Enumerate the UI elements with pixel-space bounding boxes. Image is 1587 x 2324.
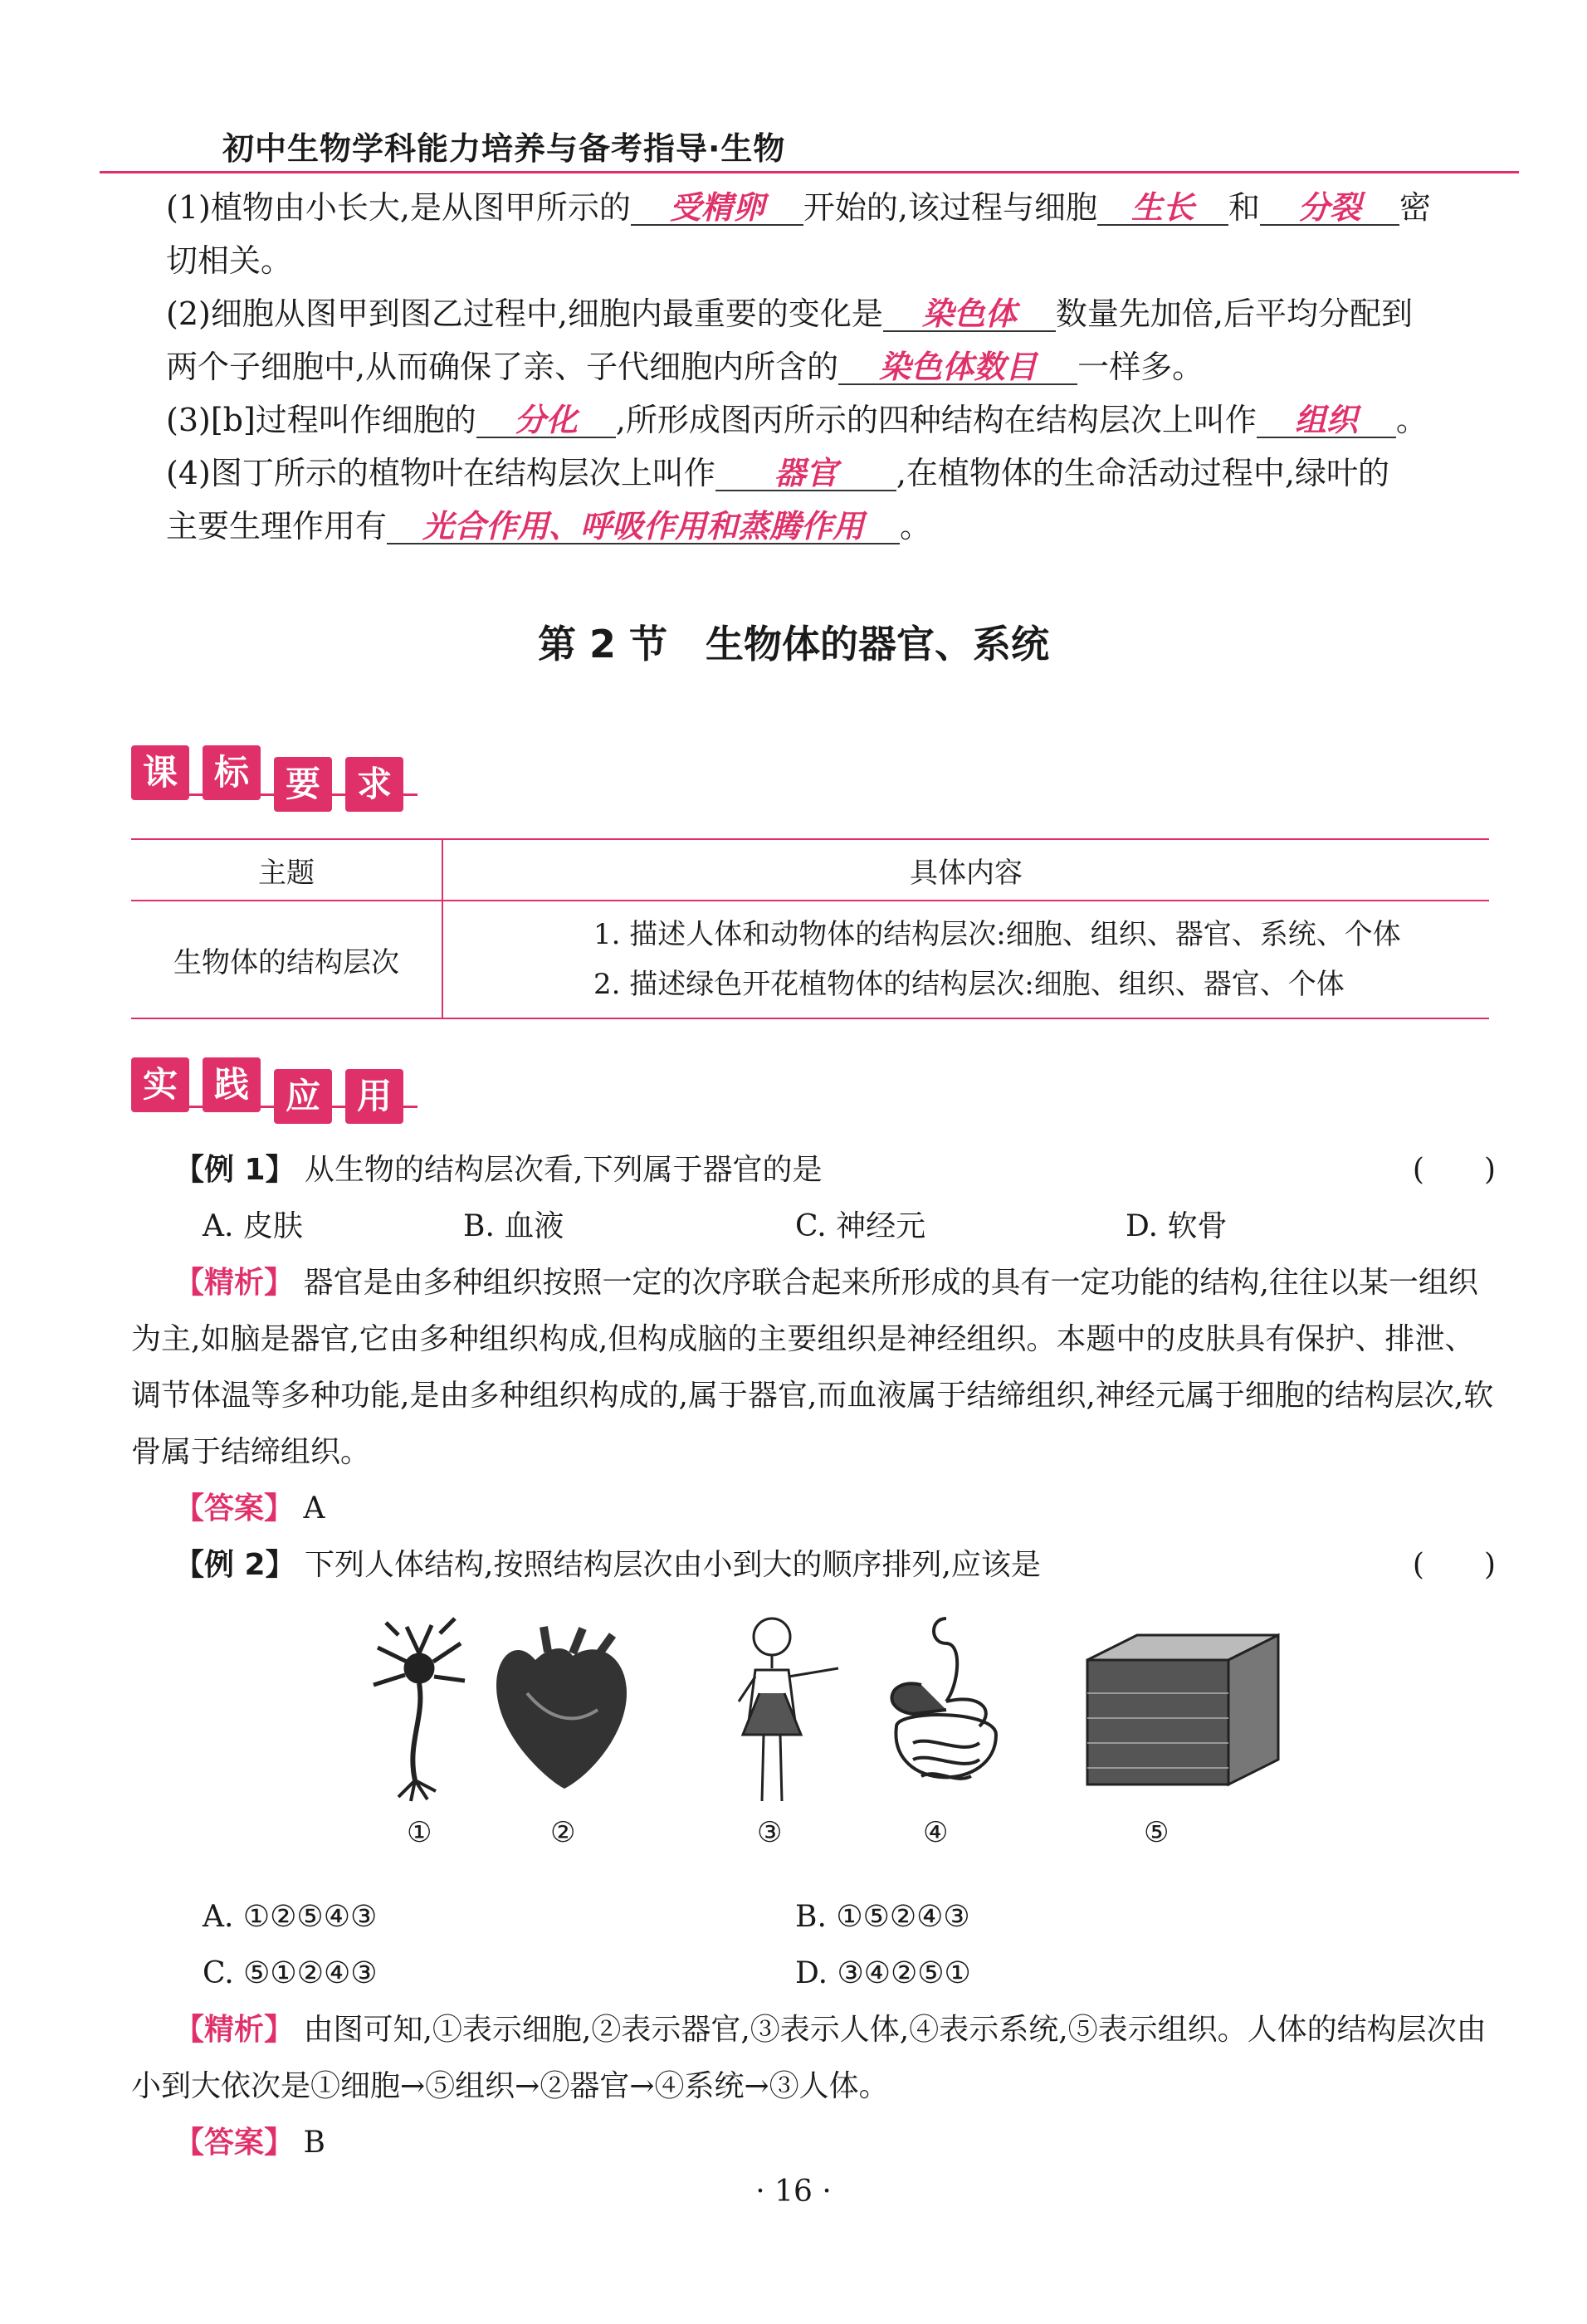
figure-label: ⑤ bbox=[1144, 1816, 1169, 1849]
option-c: C. ⑤①②④③ bbox=[203, 1956, 378, 1990]
text: (2)细胞从图甲到图乙过程中,细胞内最重要的变化是 bbox=[166, 295, 883, 332]
example-1-analysis bbox=[131, 1255, 1496, 1481]
header-rule bbox=[100, 171, 1519, 173]
heart-illustration bbox=[496, 1627, 627, 1789]
text: ,在植物体的生命活动过程中,绿叶的 bbox=[896, 455, 1390, 491]
analysis-tag: 【精析】 bbox=[174, 1266, 295, 1300]
table-header-topic: 主题 bbox=[131, 839, 442, 901]
figure-label: ② bbox=[550, 1816, 576, 1849]
banner-curriculum-requirements bbox=[131, 745, 430, 812]
text: 。 bbox=[900, 508, 932, 544]
tissue-illustration bbox=[1087, 1635, 1278, 1784]
answer-text: B bbox=[303, 2126, 325, 2160]
text: 主要生理作用有 bbox=[166, 508, 388, 544]
q1-line-7 bbox=[166, 507, 932, 544]
q1-line-5 bbox=[166, 403, 1428, 438]
answer-blank: 染色体数目 bbox=[838, 350, 1077, 385]
answer-text: A bbox=[303, 1492, 325, 1526]
figure-label: ④ bbox=[923, 1816, 949, 1849]
question-text: 下列人体结构,按照结构层次由小到大的顺序排列,应该是 bbox=[305, 1548, 1041, 1582]
q1-line-4 bbox=[166, 350, 1204, 385]
banner-char: 标 bbox=[203, 745, 261, 800]
answer-blank: 组织 bbox=[1257, 403, 1396, 438]
digestive-system-illustration bbox=[892, 1618, 996, 1779]
analysis-tag: 【精析】 bbox=[174, 2013, 295, 2047]
answer-blank: 染色体 bbox=[883, 297, 1056, 332]
text: 和 bbox=[1228, 189, 1261, 226]
text: (4)图丁所示的植物叶在结构层次上叫作 bbox=[166, 455, 715, 491]
banner-practice-application bbox=[131, 1057, 430, 1124]
answer-paren: ( ) bbox=[1412, 1548, 1496, 1582]
table-header-content: 具体内容 bbox=[442, 839, 1489, 901]
banner-char: 应 bbox=[274, 1069, 332, 1124]
banner-char: 课 bbox=[131, 745, 189, 800]
answer-blank: 受精卵 bbox=[631, 191, 803, 226]
option-a: A. 皮肤 bbox=[203, 1209, 303, 1243]
example-2-answer bbox=[131, 2115, 1496, 2171]
q1-line-2: 切相关。 bbox=[166, 242, 293, 279]
option-c: C. 神经元 bbox=[795, 1209, 926, 1243]
q1-line-6 bbox=[166, 456, 1389, 491]
answer-blank: 分化 bbox=[476, 403, 616, 438]
person-illustration bbox=[739, 1618, 838, 1801]
example-tag: 【例 1】 bbox=[174, 1153, 295, 1187]
q1-line-1 bbox=[166, 188, 1432, 226]
answer-paren: ( ) bbox=[1412, 1153, 1496, 1187]
example-1-answer bbox=[131, 1481, 1496, 1537]
section-title: 第 2 节 生物体的器官、系统 bbox=[537, 622, 1050, 666]
analysis-text: 器官是由多种组织按照一定的次序联合起来所形成的具有一定功能的结构,往往以某一组织为主,如脑是器官,它由多种组织构成,但构成脑的主要组织是神经组织。本题中的皮肤具有保护、排泄、调节体温等多种功能,是由多种组织构成的,属于器官,而血液属于结缔组织,神经元属于细胞的结构层次,软骨属于结缔组织。 bbox=[131, 1266, 1494, 1469]
text: (1)植物由小长大,是从图甲所示的 bbox=[166, 189, 631, 226]
table-header-row bbox=[131, 839, 1489, 901]
table-cell-content bbox=[442, 901, 1489, 1018]
standard-item: 2. 描述绿色开花植物体的结构层次:细胞、组织、器官、个体 bbox=[593, 968, 1345, 1001]
example-2-analysis bbox=[131, 2002, 1496, 2115]
text: 两个子细胞中,从而确保了亲、子代细胞内所含的 bbox=[166, 349, 839, 385]
page-number: · 16 · bbox=[755, 2175, 832, 2209]
answer-tag: 【答案】 bbox=[174, 1492, 295, 1526]
option-b: B. 血液 bbox=[463, 1209, 564, 1243]
neuron-illustration bbox=[374, 1618, 465, 1801]
q1-line-3 bbox=[166, 297, 1413, 332]
option-b: B. ①⑤②④③ bbox=[795, 1900, 970, 1934]
text: 数量先加倍,后平均分配到 bbox=[1055, 295, 1414, 332]
text: 开始的,该过程与细胞 bbox=[803, 189, 1098, 226]
banner-char: 用 bbox=[345, 1069, 403, 1124]
option-a: A. ①②⑤④③ bbox=[203, 1900, 378, 1934]
standards-table bbox=[131, 838, 1489, 1019]
example-tag: 【例 2】 bbox=[174, 1548, 295, 1582]
figure-label: ① bbox=[407, 1816, 432, 1849]
text: 一样多。 bbox=[1077, 349, 1204, 385]
standard-item: 1. 描述人体和动物体的结构层次:细胞、组织、器官、系统、个体 bbox=[593, 918, 1401, 951]
structure-figure bbox=[349, 1610, 1295, 1859]
example-1-question bbox=[131, 1142, 1496, 1199]
answer-blank: 器官 bbox=[715, 456, 896, 491]
banner-char: 求 bbox=[345, 757, 403, 812]
text: (3)[b]过程叫作细胞的 bbox=[166, 402, 476, 438]
banner-char: 践 bbox=[203, 1057, 261, 1112]
analysis-text: 由图可知,①表示细胞,②表示器官,③表示人体,④表示系统,⑤表示组织。人体的结构层次由小到大依次是①细胞→⑤组织→②器官→④系统→③人体。 bbox=[131, 2013, 1487, 2103]
table-row bbox=[131, 901, 1489, 1018]
table-cell-topic: 生物体的结构层次 bbox=[131, 901, 442, 1018]
running-header: 初中生物学科能力培养与备考指导·生物 bbox=[222, 130, 786, 167]
figure-illustrations bbox=[349, 1610, 1295, 1809]
answer-blank: 生长 bbox=[1097, 191, 1228, 226]
banner-char: 实 bbox=[131, 1057, 189, 1112]
answer-blank: 光合作用、呼吸作用和蒸腾作用 bbox=[387, 510, 900, 544]
banner-char: 要 bbox=[274, 757, 332, 812]
text: 密 bbox=[1399, 189, 1432, 226]
question-text: 从生物的结构层次看,下列属于器官的是 bbox=[305, 1153, 823, 1187]
text: 。 bbox=[1395, 402, 1428, 438]
figure-label: ③ bbox=[757, 1816, 783, 1849]
answer-tag: 【答案】 bbox=[174, 2126, 295, 2160]
option-d: D. 软骨 bbox=[1126, 1209, 1228, 1243]
answer-blank: 分裂 bbox=[1260, 191, 1399, 226]
text: ,所形成图丙所示的四种结构在结构层次上叫作 bbox=[615, 402, 1257, 438]
option-d: D. ③④②⑤① bbox=[795, 1956, 971, 1990]
example-2-question bbox=[131, 1537, 1496, 1594]
